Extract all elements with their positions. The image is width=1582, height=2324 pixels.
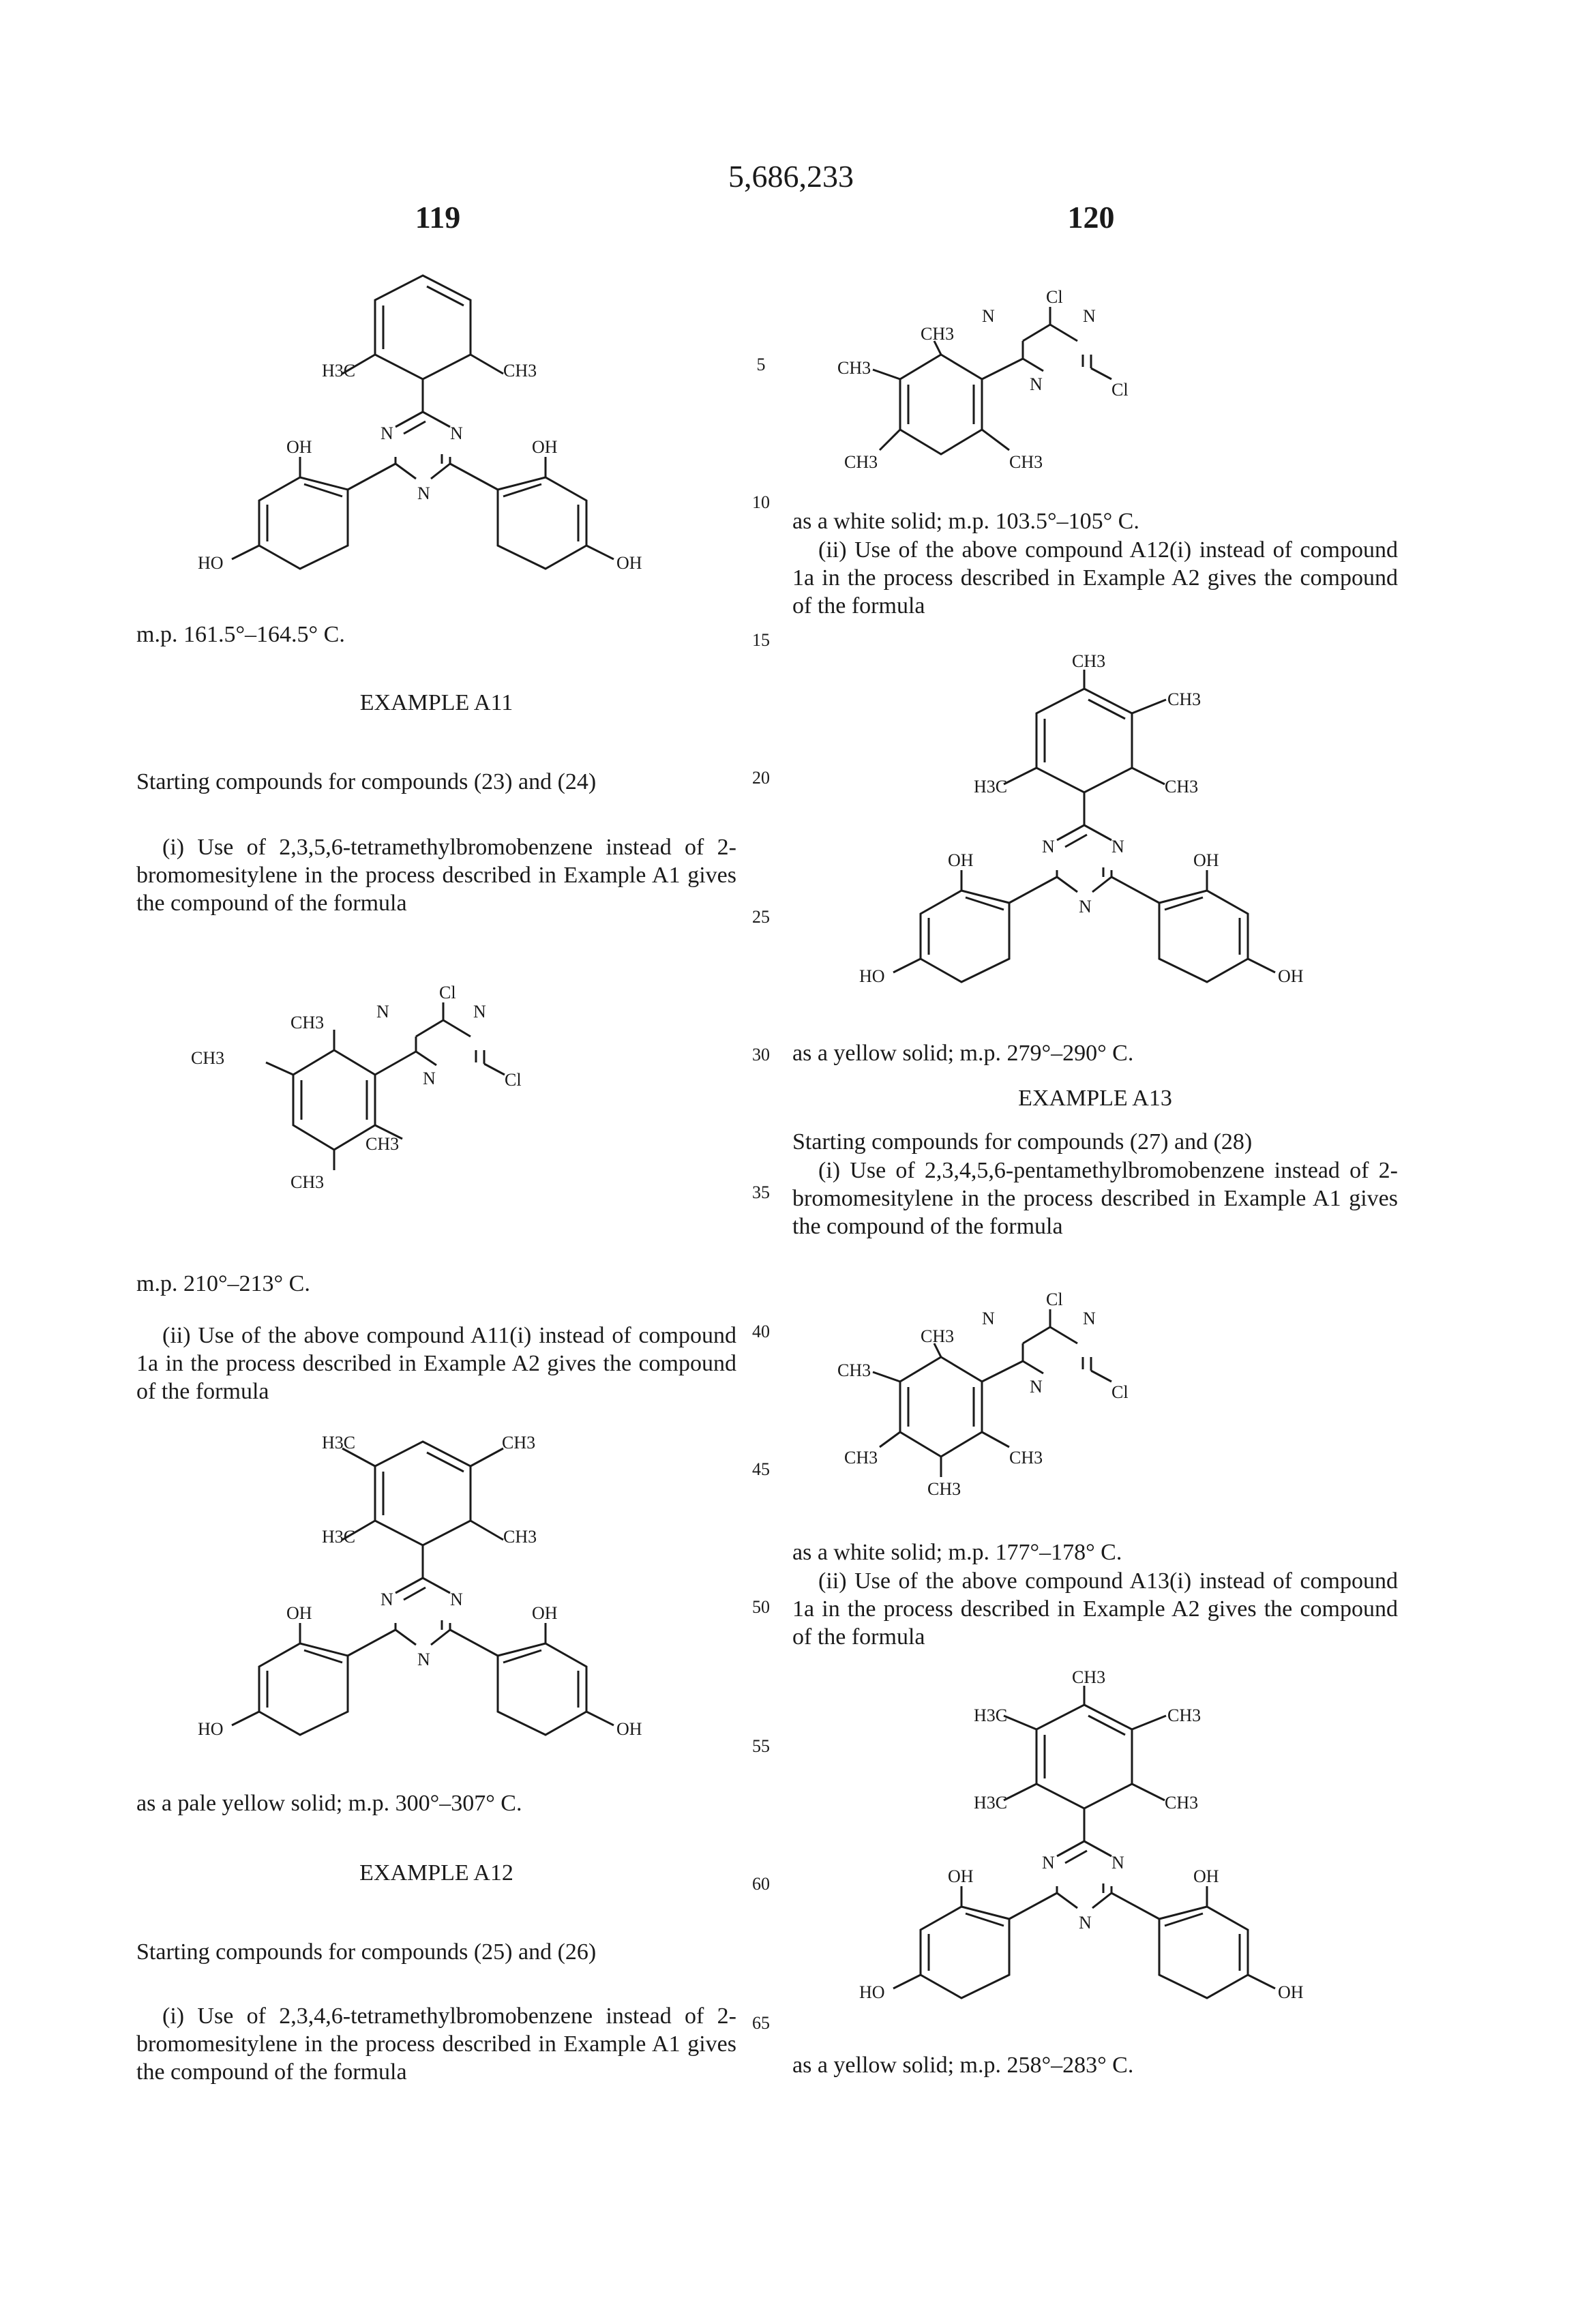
atom-label: H3C <box>974 1793 1008 1813</box>
atom-label: CH3 <box>837 1360 871 1380</box>
paragraph: Starting compounds for compounds (25) and (26) <box>136 1939 597 1965</box>
paragraph: as a white solid; m.p. 177°–178° C. <box>792 1540 1122 1565</box>
atom-label: Cl <box>1046 1290 1063 1309</box>
atom-label: CH3 <box>503 361 537 381</box>
atom-label: CH3 <box>921 1326 955 1346</box>
paragraph: Starting compounds for compounds (27) and (28) <box>792 1129 1253 1154</box>
example-heading: EXAMPLE A13 <box>1018 1086 1172 1111</box>
atom-label: HO <box>859 1982 885 2002</box>
atom-label: OH <box>286 437 312 457</box>
atom-label: N <box>380 423 393 443</box>
atom-label: OH <box>616 553 642 573</box>
atom-label: N <box>380 1590 393 1609</box>
atom-label: N <box>1083 306 1096 326</box>
line-number: 25 <box>752 907 770 927</box>
paragraph: (i) Use of 2,3,4,5,6-pentamethylbromobenzene instead of 2-bromomesitylene in the process described in Example A1 gives the compound of the formula <box>792 1158 1398 1239</box>
line-number: 65 <box>752 2013 770 2033</box>
atom-label: N <box>1111 837 1124 856</box>
paragraph: (i) Use of 2,3,5,6-tetramethylbromobenzene instead of 2-bromomesitylene in the process described in Example A1 gives the compound of the formula <box>136 835 736 916</box>
atom-label: HO <box>198 553 224 573</box>
melting-point: m.p. 161.5°–164.5° C. <box>136 622 345 647</box>
atom-label: H3C <box>322 1527 356 1547</box>
atom-label: CH3 <box>191 1048 225 1068</box>
atom-label: OH <box>1278 966 1304 986</box>
example-heading: EXAMPLE A12 <box>359 1860 513 1886</box>
structure-l2 <box>184 941 675 1200</box>
atom-label: CH3 <box>502 1433 536 1452</box>
structure-r3 <box>825 1262 1248 1507</box>
atom-label: N <box>1111 1853 1124 1873</box>
line-number: 55 <box>752 1736 770 1756</box>
atom-label: CH3 <box>290 1172 325 1192</box>
line-number: 20 <box>752 768 770 788</box>
atom-label: N <box>1042 837 1055 856</box>
atom-label: CH3 <box>1167 689 1202 709</box>
line-number: 45 <box>752 1459 770 1479</box>
atom-label: Cl <box>1111 380 1129 400</box>
atom-label: CH3 <box>927 1479 961 1499</box>
atom-label: CH3 <box>844 452 878 472</box>
atom-label: Cl <box>1046 287 1063 307</box>
atom-label: HO <box>198 1719 224 1739</box>
atom-label: CH3 <box>1009 452 1043 472</box>
atom-label: CH3 <box>844 1448 878 1468</box>
atom-label: N <box>1083 1309 1096 1328</box>
structure-r1 <box>825 259 1248 484</box>
atom-label: N <box>1079 897 1092 917</box>
atom-label: OH <box>948 1866 974 1886</box>
paragraph: as a yellow solid; m.p. 279°–290° C. <box>792 1041 1134 1066</box>
paragraph: Starting compounds for compounds (23) and (24) <box>136 769 597 794</box>
atom-label: OH <box>948 850 974 870</box>
atom-label: CH3 <box>1165 1793 1199 1813</box>
line-number: 10 <box>752 492 770 512</box>
line-number: 50 <box>752 1597 770 1617</box>
atom-label: CH3 <box>837 358 871 378</box>
atom-label: H3C <box>974 777 1008 796</box>
structure-l1 <box>164 259 723 586</box>
atom-label: OH <box>1193 1866 1219 1886</box>
left-column-number: 119 <box>415 200 461 235</box>
atom-label: OH <box>1278 1982 1304 2002</box>
atom-label: N <box>423 1069 436 1088</box>
melting-point: m.p. 210°–213° C. <box>136 1271 310 1296</box>
atom-label: OH <box>532 1603 558 1623</box>
paragraph: as a white solid; m.p. 103.5°–105° C. <box>792 509 1139 534</box>
atom-label: OH <box>1193 850 1219 870</box>
atom-label: CH3 <box>921 324 955 344</box>
atom-label: N <box>376 1002 389 1022</box>
atom-label: OH <box>286 1603 312 1623</box>
line-number: 40 <box>752 1322 770 1341</box>
atom-label: N <box>1042 1853 1055 1873</box>
atom-label: N <box>982 1309 995 1328</box>
atom-label: N <box>417 483 430 503</box>
line-number: 60 <box>752 1874 770 1894</box>
atom-label: HO <box>859 966 885 986</box>
atom-label: CH3 <box>1072 1667 1106 1687</box>
atom-label: H3C <box>974 1705 1008 1725</box>
atom-label: N <box>450 423 463 443</box>
atom-label: N <box>450 1590 463 1609</box>
structure-l3 <box>164 1425 723 1753</box>
atom-label: CH3 <box>290 1013 325 1032</box>
atom-label: N <box>982 306 995 326</box>
atom-label: N <box>1030 374 1043 394</box>
atom-label: CH3 <box>1165 777 1199 796</box>
line-number: 5 <box>756 355 766 374</box>
structure-r2 <box>811 648 1371 1002</box>
atom-label: H3C <box>322 1433 356 1452</box>
atom-label: H3C <box>322 361 356 381</box>
atom-label: CH3 <box>503 1527 537 1547</box>
paragraph: (ii) Use of the above compound A11(i) instead of compound 1a in the process described in Example A2 gives the compound of the formula <box>136 1323 736 1404</box>
paragraph: (i) Use of 2,3,4,6-tetramethylbromobenzene instead of 2-bromomesitylene in the process described in Example A1 gives the compound of the formula <box>136 2003 736 2085</box>
paragraph: as a pale yellow solid; m.p. 300°–307° C. <box>136 1791 522 1816</box>
paragraph: (ii) Use of the above compound A12(i) instead of compound 1a in the process described in Example A2 gives the compound of the formula <box>792 537 1398 619</box>
atom-label: CH3 <box>1167 1705 1202 1725</box>
atom-label: CH3 <box>365 1134 400 1154</box>
atom-label: Cl <box>439 983 456 1002</box>
patent-number: 5,686,233 <box>728 159 854 194</box>
atom-label: N <box>1079 1913 1092 1933</box>
atom-label: N <box>473 1002 486 1022</box>
atom-label: N <box>417 1650 430 1669</box>
atom-label: OH <box>616 1719 642 1739</box>
atom-label: OH <box>532 437 558 457</box>
example-heading: EXAMPLE A11 <box>359 690 513 715</box>
line-number: 35 <box>752 1182 770 1202</box>
structure-r4 <box>811 1664 1371 2018</box>
paragraph: (ii) Use of the above compound A13(i) instead of compound 1a in the process described in Example A2 gives the compound of the formula <box>792 1568 1398 1650</box>
atom-label: Cl <box>505 1070 522 1090</box>
atom-label: CH3 <box>1009 1448 1043 1468</box>
atom-label: CH3 <box>1072 651 1106 671</box>
paragraph: as a yellow solid; m.p. 258°–283° C. <box>792 2053 1134 2078</box>
line-number: 15 <box>752 630 770 650</box>
atom-label: N <box>1030 1377 1043 1397</box>
atom-label: Cl <box>1111 1382 1129 1402</box>
line-number: 30 <box>752 1045 770 1064</box>
right-column-number: 120 <box>1067 200 1115 235</box>
